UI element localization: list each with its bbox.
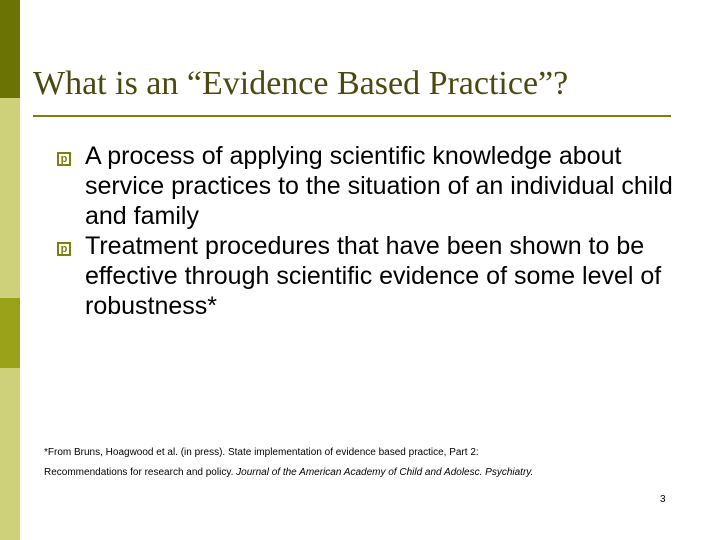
- footnote-journal-name: Journal of the American Academy of Child and Adolesc. Psychiatry.: [236, 467, 534, 478]
- bullet-list: [46, 141, 686, 321]
- footnote-line-2: [44, 463, 674, 483]
- sidebar-segment-light: [0, 98, 20, 298]
- bullet-text: A process of applying scientific knowledge about service practices to the situation of an individual child and family: [85, 142, 673, 230]
- square-p-bullet-icon: p: [57, 152, 71, 166]
- list-item: [46, 231, 686, 321]
- sidebar-segment-mid: [0, 298, 20, 368]
- page-number: 3: [660, 494, 666, 505]
- square-p-bullet-icon: p: [57, 242, 71, 256]
- bullet-text: Treatment procedures that have been shown to be effective through scientific evidence of some level of robustness*: [85, 232, 662, 320]
- slide-title: What is an “Evidence Based Practice”?: [33, 65, 569, 102]
- footnote-line-1: *From Bruns, Hoagwood et al. (in press). State implementation of evidence based practice, Part 2:: [44, 447, 479, 458]
- sidebar-decoration: [0, 0, 20, 540]
- list-item: [46, 141, 686, 231]
- title-underline: [33, 115, 671, 117]
- footnote-citation-text: Recommendations for research and policy.: [44, 467, 237, 478]
- footnote: [44, 443, 674, 483]
- sidebar-segment-light-bottom: [0, 368, 20, 540]
- sidebar-segment-dark: [0, 0, 20, 98]
